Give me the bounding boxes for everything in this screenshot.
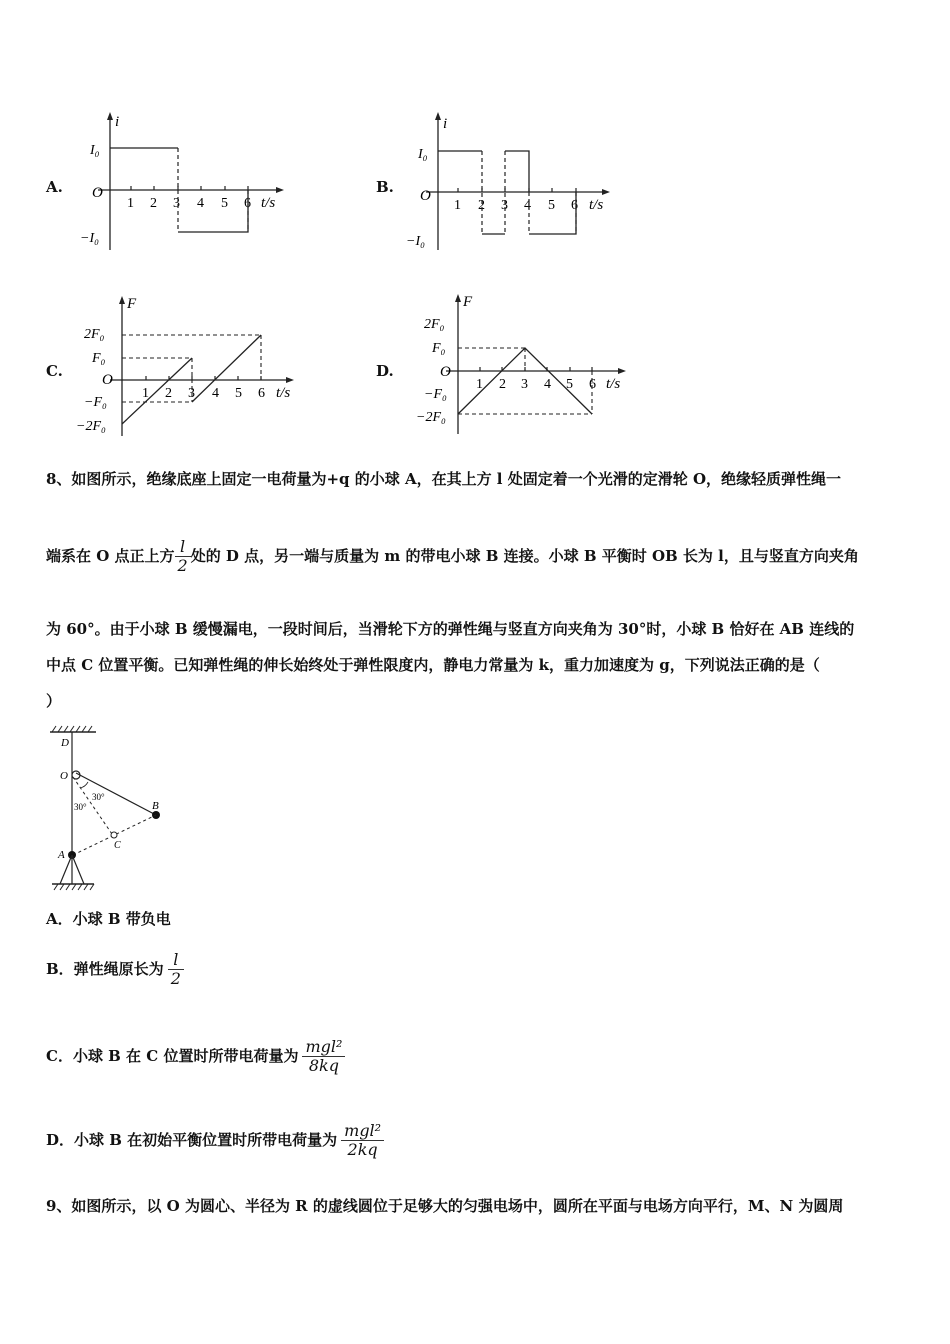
graph-d [414, 290, 644, 440]
svg-text:3: 3 [501, 198, 508, 213]
svg-text:2: 2 [165, 386, 172, 401]
svg-text:O: O [102, 372, 113, 388]
svg-text:t/s: t/s [589, 197, 604, 213]
svg-text:−I₀: −I₀ [406, 234, 425, 249]
svg-text:D: D [61, 737, 69, 749]
fraction-l-over-2: $\frac{l}{2}$ [175, 538, 191, 575]
svg-text:t/s: t/s [261, 195, 276, 211]
graph-a [78, 108, 298, 258]
svg-text:2F₀: 2F₀ [424, 317, 445, 332]
svg-text:i: i [443, 116, 448, 132]
svg-text:5: 5 [235, 386, 242, 401]
svg-text:5: 5 [548, 198, 555, 213]
q8-option-b: B．弹性绳原长为 $\frac{l}{2}$ [46, 942, 184, 996]
svg-text:O: O [92, 185, 103, 201]
svg-text:1: 1 [127, 196, 134, 211]
svg-text:4: 4 [524, 198, 531, 213]
svg-text:F: F [127, 296, 137, 312]
q8-line4: 中点 C 位置平衡。已知弹性绳的伸长始终处于弹性限度内，静电力常量为 k，重力加速度为 g，下列说法正确的是（ [46, 656, 820, 674]
svg-text:5: 5 [566, 377, 573, 392]
graph-b [404, 108, 624, 258]
y-axis-label: i [115, 114, 120, 130]
q9-line1: 9、如图所示，以 O 为圆心、半径为 R 的虚线圆位于足够大的匀强电场中，圆所在平面与电场方向平行，M、N 为圆周 [46, 1197, 844, 1215]
q8-line2: 端系在 O 点正上方 $\frac{l}{2}$ 处的 D 点，另一端与质量为 m 的带电小球 B 连接。小球 B 平衡时 OB 长为 l，且与竖直方向夹角 [46, 536, 859, 575]
svg-text:6: 6 [589, 377, 596, 392]
svg-text:O: O [440, 364, 451, 380]
q8-option-d: D．小球 B 在初始平衡位置时所带电荷量为 $\frac{\text{mgl²}}{2kq}$ [46, 1112, 384, 1168]
svg-text:5: 5 [221, 196, 228, 211]
svg-text:t/s: t/s [276, 385, 291, 401]
svg-text:4: 4 [544, 377, 551, 392]
svg-text:2: 2 [499, 377, 506, 392]
graph-c [74, 292, 304, 442]
svg-text:O: O [420, 188, 431, 204]
option-c-label: C. [46, 362, 63, 380]
svg-text:6: 6 [571, 198, 578, 213]
svg-text:−F₀: −F₀ [424, 387, 447, 402]
svg-text:F₀: F₀ [92, 351, 106, 366]
option-a-label: A. [46, 178, 63, 196]
svg-text:6: 6 [244, 196, 251, 211]
svg-text:1: 1 [142, 386, 149, 401]
svg-text:2: 2 [478, 198, 485, 213]
svg-text:−2F₀: −2F₀ [76, 419, 106, 434]
svg-text:O: O [60, 770, 68, 782]
svg-text:2: 2 [150, 196, 157, 211]
svg-text:3: 3 [173, 196, 180, 211]
svg-text:2F₀: 2F₀ [84, 327, 105, 342]
svg-text:I₀: I₀ [90, 143, 100, 158]
svg-text:t/s: t/s [606, 376, 621, 392]
svg-text:−2F₀: −2F₀ [416, 410, 446, 425]
svg-text:−I₀: −I₀ [80, 231, 99, 246]
svg-text:4: 4 [212, 386, 219, 401]
svg-text:F₀: F₀ [432, 341, 446, 356]
q8-figure [46, 722, 176, 892]
q8-option-a: A．小球 B 带负电 [46, 910, 171, 928]
svg-text:C: C [114, 840, 121, 851]
svg-text:I₀: I₀ [418, 147, 428, 162]
svg-text:3: 3 [521, 377, 528, 392]
svg-text:30°: 30° [92, 792, 105, 802]
q8-line3: 为 60°。由于小球 B 缓慢漏电，一段时间后，当滑轮下方的弹性绳与竖直方向夹角为 30°时，小球 B 恰好在 AB 连线的 [46, 620, 855, 638]
q8-line5: ） [46, 692, 62, 710]
svg-text:1: 1 [454, 198, 461, 213]
q8-line1: 8、如图所示，绝缘底座上固定一电荷量为+q 的小球 A，在其上方 l 处固定着一个光滑的定滑轮 O，绝缘轻质弹性绳一 [46, 470, 842, 488]
svg-text:6: 6 [258, 386, 265, 401]
svg-text:−F₀: −F₀ [84, 395, 107, 410]
option-b-label: B. [376, 178, 394, 196]
option-d-label: D. [376, 362, 394, 380]
svg-text:A: A [58, 849, 65, 861]
svg-text:B: B [152, 800, 159, 812]
svg-text:F: F [463, 294, 473, 310]
q8-option-c: C．小球 B 在 C 位置时所带电荷量为 $\frac{\text{mgl²}}{8kq}$ [46, 1028, 345, 1084]
svg-text:4: 4 [197, 196, 204, 211]
svg-text:30°: 30° [74, 802, 87, 812]
svg-text:1: 1 [476, 377, 483, 392]
svg-text:3: 3 [188, 386, 195, 401]
